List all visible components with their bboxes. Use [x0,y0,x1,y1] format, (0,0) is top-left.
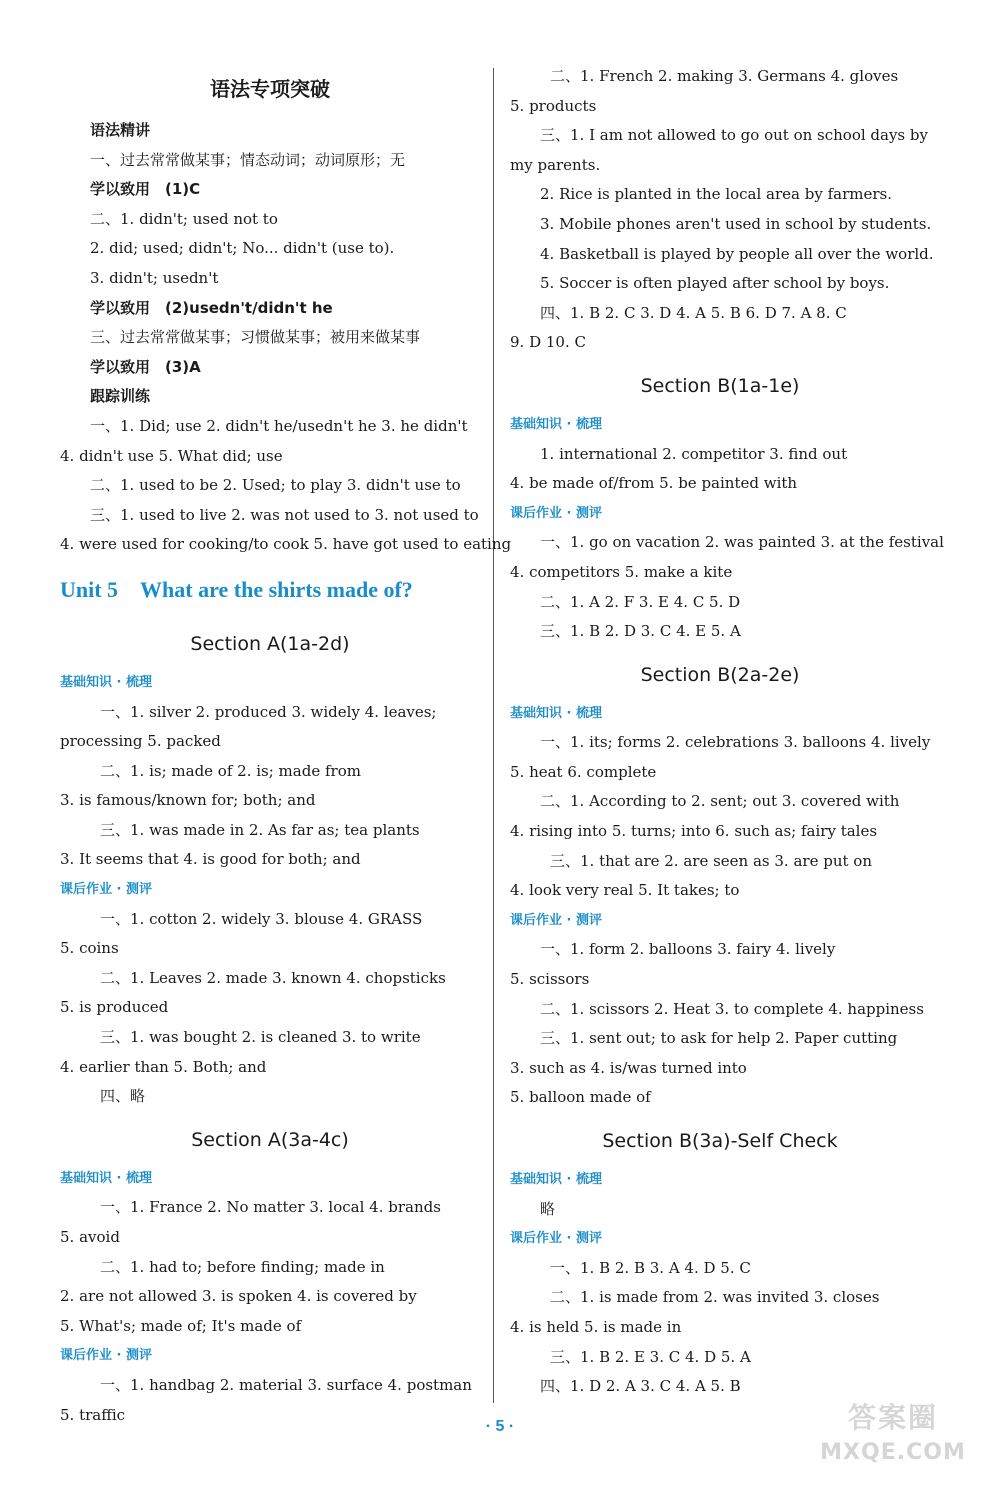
answer-line: 2. Rice is planted in the local area by farmers. [540,185,893,204]
answer-line: 一、1. France 2. No matter 3. local 4. brands [100,1198,441,1217]
answer-line: 4. look very real 5. It takes; to [510,881,740,900]
answer-line: 5. heat 6. complete [510,762,657,781]
category-label: 基础知识 · 梳理 [510,1172,602,1187]
answer-line: 2. are not allowed 3. is spoken 4. is covered by [60,1287,417,1306]
answer-line: 二、1. used to be 2. Used; to play 3. didn't use to [90,476,461,495]
answer-line: 四、略 [100,1087,146,1106]
answer-line: 5. balloon made of [510,1088,651,1107]
section-heading: Section A(1a-2d) [190,632,350,655]
answer-line: 9. D 10. C [510,333,586,352]
answer-line: 一、1. Did; use 2. didn't he/usedn't he 3. he didn't [90,416,468,435]
answer-line: 三、1. B 2. E 3. C 4. D 5. A [550,1347,751,1366]
answer-line: 一、1. handbag 2. material 3. surface 4. postman [100,1375,472,1394]
answer-line: 3. It seems that 4. is good for both; and [60,850,361,869]
answer-line: 4. competitors 5. make a kite [510,562,733,581]
answer-line: 5. What's; made of; It's made of [60,1316,302,1335]
subheading: 语法精讲 [90,121,151,139]
answer-line: 三、1. that are 2. are seen as 3. are put on [550,851,872,870]
category-label: 基础知识 · 梳理 [60,1170,152,1186]
page-title: 语法专项突破 [210,77,330,101]
subheading: 学以致用 (2)usedn't/didn't he [90,298,333,317]
subheading: 跟踪训练 [90,387,151,406]
section-heading: Section B(1a-1e) [640,374,800,397]
answer-line: 二、1. Leaves 2. made 3. known 4. chopsticks [100,968,446,987]
answer-line: 三、1. used to live 2. was not used to 3. not used to [90,505,479,524]
answer-line: 2. did; used; didn't; No... didn't (use to). [90,239,395,258]
answer-line: 5. coins [60,939,119,958]
category-label: 课后作业 · 测评 [510,505,602,521]
answer-line: 二、1. is made from 2. was invited 3. closes [550,1288,880,1307]
answer-line: 5. products [510,96,597,115]
watermark-logo-text: 答案圈 [847,1401,938,1434]
answer-line: 三、过去常常做某事；习惯做某事；被用来做某事 [90,328,421,347]
category-label: 基础知识 · 梳理 [60,674,152,690]
watermark [808,1396,978,1476]
section-heading: Section B(2a-2e) [640,663,800,686]
answer-line: 四、1. B 2. C 3. D 4. A 5. B 6. D 7. A 8. C [540,303,847,322]
answer-line: 1. international 2. competitor 3. find out [540,444,848,463]
category-label: 基础知识 · 梳理 [510,705,602,721]
answer-line: 3. is famous/known for; both; and [60,791,316,810]
section-heading: Section B(3a)-Self Check [602,1130,838,1152]
category-label: 课后作业 · 测评 [60,882,152,898]
answer-line: 3. such as 4. is/was turned into [510,1058,747,1077]
subheading: 学以致用 (3)A [90,357,201,376]
answer-line: 二、1. is; made of 2. is; made from [100,761,361,780]
section-heading: Section A(3a-4c) [191,1128,349,1151]
answer-line: 三、1. sent out; to ask for help 2. Paper cutting [540,1029,898,1048]
answer-line: 略 [540,1199,556,1218]
answer-line: 3. didn't; usedn't [90,268,219,287]
category-label: 课后作业 · 测评 [510,1231,602,1247]
answer-line: 三、1. B 2. D 3. C 4. E 5. A [540,622,741,641]
answer-line: 4. earlier than 5. Both; and [60,1057,267,1076]
answer-line: 三、1. was bought 2. is cleaned 3. to write [100,1028,421,1047]
answer-line: 一、1. go on vacation 2. was painted 3. at the festival [540,533,944,552]
subheading: 学以致用 (1)C [90,180,201,199]
answer-line: processing 5. packed [60,732,221,751]
answer-line: 5. traffic [60,1405,126,1424]
answer-line: 4. were used for cooking/to cook 5. have got used to eating [60,535,512,554]
category-label: 课后作业 · 测评 [510,912,602,928]
category-label: 课后作业 · 测评 [60,1348,152,1364]
answer-line: 一、过去常常做某事；情态动词；动词原形；无 [90,150,406,169]
answer-line: 二、1. A 2. F 3. E 4. C 5. D [540,592,741,611]
answer-line: 一、1. B 2. B 3. A 4. D 5. C [550,1258,751,1277]
answer-line: 4. be made of/from 5. be painted with [510,474,798,493]
answer-line: 三、1. was made in 2. As far as; tea plants [100,820,420,839]
answer-line: 一、1. cotton 2. widely 3. blouse 4. GRASS [100,909,423,928]
answer-line: 一、1. silver 2. produced 3. widely 4. leaves; [100,702,437,721]
page-number: · 5 · [485,1418,515,1435]
answer-line: my parents. [510,155,601,174]
answer-line: 一、1. form 2. balloons 3. fairy 4. lively [540,940,836,959]
answer-line: 5. Soccer is often played after school by boys. [540,274,890,293]
answer-line: 四、1. D 2. A 3. C 4. A 5. B [540,1377,741,1396]
answer-line: 4. didn't use 5. What did; use [60,446,283,465]
answer-line: 二、1. According to 2. sent; out 3. covered with [540,792,900,811]
answer-line: 一、1. its; forms 2. celebrations 3. balloons 4. lively [540,733,931,752]
answer-line: 4. is held 5. is made in [510,1317,682,1336]
answer-line: 5. scissors [510,970,590,989]
answer-line: 二、1. scissors 2. Heat 3. to complete 4. happiness [540,999,924,1018]
column-divider [493,68,494,1403]
category-label: 基础知识 · 梳理 [510,416,602,432]
answer-line: 5. is produced [60,998,169,1017]
answer-line: 三、1. I am not allowed to go out on school days by [540,126,928,145]
left-column [60,62,512,1430]
answer-line: 二、1. didn't; used not to [90,209,278,228]
answer-line: 4. Basketball is played by people all over the world. [540,244,934,263]
answer-line: 二、1. French 2. making 3. Germans 4. gloves [550,67,899,85]
answer-line: 5. avoid [60,1228,120,1246]
answer-line: 二、1. had to; before finding; made in [100,1257,385,1276]
unit-heading: Unit 5 What are the shirts made of? [60,576,413,602]
right-column [510,62,944,1402]
answer-line: 4. rising into 5. turns; into 6. such as; fairy tales [510,822,878,841]
answer-line: 3. Mobile phones aren't used in school by students. [540,214,932,233]
watermark-url: MXQE.COM [820,1440,966,1465]
